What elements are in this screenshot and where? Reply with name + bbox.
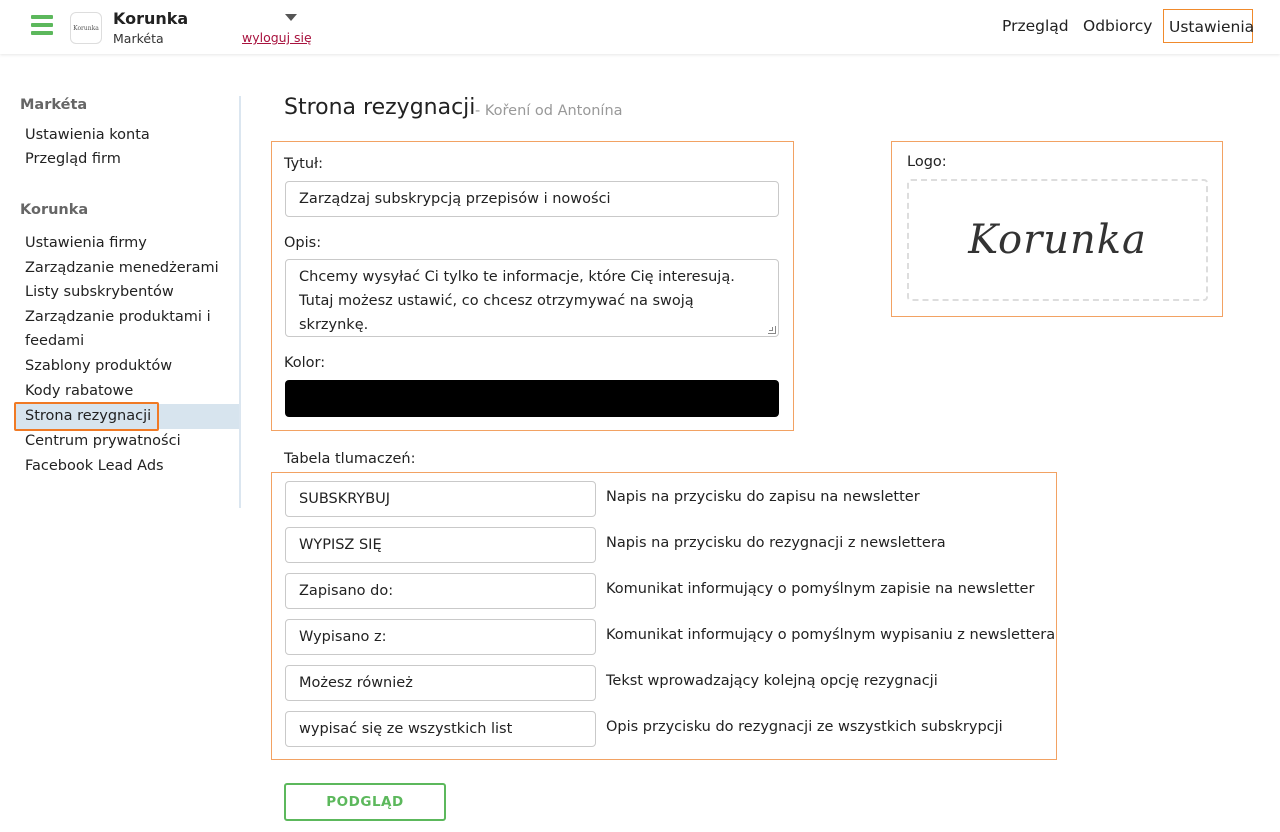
translation-input[interactable]: wypisać się ze wszystkich list bbox=[285, 711, 596, 747]
user-name: Markéta bbox=[113, 31, 164, 46]
page-subtitle: - Koření od Antonína bbox=[475, 103, 623, 119]
hamburger-menu-icon[interactable] bbox=[31, 15, 53, 35]
sidebar-item-facebook-lead-ads[interactable]: Facebook Lead Ads bbox=[25, 458, 164, 474]
logo-upload-area[interactable] bbox=[907, 179, 1208, 301]
logo-label: Logo: bbox=[907, 154, 947, 170]
sidebar-item-company-settings[interactable]: Ustawienia firmy bbox=[25, 235, 147, 251]
sidebar-divider bbox=[239, 96, 241, 508]
translations-label: Tabela tlumaczeń: bbox=[284, 451, 416, 467]
top-bar bbox=[0, 0, 1280, 54]
sidebar-item-products-feeds[interactable]: Zarządzanie produktami i feedami bbox=[25, 309, 211, 349]
title-field-label: Tytuł: bbox=[284, 156, 324, 172]
chevron-down-icon[interactable] bbox=[285, 14, 297, 21]
sidebar-item-account-settings[interactable]: Ustawienia konta bbox=[25, 127, 150, 143]
translation-input[interactable]: SUBSKRYBUJ bbox=[285, 481, 596, 517]
translation-input[interactable]: Zapisano do: bbox=[285, 573, 596, 609]
preview-button[interactable]: PODGLĄD bbox=[284, 783, 446, 821]
translation-description: Komunikat informujący o pomyślnym zapisie na newsletter bbox=[606, 581, 1035, 597]
nav-overview[interactable]: Przegląd bbox=[1002, 17, 1069, 35]
logout-link[interactable]: wyloguj się bbox=[242, 30, 312, 45]
sidebar-heading-company: Korunka bbox=[20, 202, 89, 218]
sidebar-heading-user: Markéta bbox=[20, 97, 88, 113]
sidebar-item-companies-overview[interactable]: Przegląd firm bbox=[25, 151, 121, 167]
title-field[interactable]: Zarządzaj subskrypcją przepisów i nowości bbox=[285, 181, 779, 217]
translation-input[interactable]: Możesz również bbox=[285, 665, 596, 701]
description-field[interactable] bbox=[285, 259, 779, 337]
translation-description: Komunikat informujący o pomyślnym wypisaniu z newslettera bbox=[606, 627, 1056, 643]
translation-description: Opis przycisku do rezygnacji ze wszystkich subskrypcji bbox=[606, 719, 1003, 735]
translation-input[interactable]: WYPISZ SIĘ bbox=[285, 527, 596, 563]
sidebar-item-discount-codes[interactable]: Kody rabatowe bbox=[25, 383, 134, 399]
company-logo bbox=[70, 12, 102, 44]
color-picker[interactable] bbox=[285, 380, 779, 417]
page-title: Strona rezygnacji bbox=[284, 95, 476, 120]
sidebar-item-managers[interactable]: Zarządzanie menedżerami bbox=[25, 260, 219, 276]
description-text: Chcemy wysyłać Ci tylko te informacje, które Cię interesują. Tutaj możesz ustawić, co chcesz otrzymywać na swoją skrzynkę. bbox=[299, 269, 735, 333]
translation-input[interactable]: Wypisano z: bbox=[285, 619, 596, 655]
translation-description: Napis na przycisku do zapisu na newsletter bbox=[606, 489, 920, 505]
nav-recipients[interactable]: Odbiorcy bbox=[1083, 17, 1153, 35]
color-field-label: Kolor: bbox=[284, 355, 326, 371]
company-logo-text: Korunka bbox=[73, 24, 99, 32]
sidebar-item-product-templates[interactable]: Szablony produktów bbox=[25, 358, 173, 374]
sidebar-item-subscriber-lists[interactable]: Listy subskrybentów bbox=[25, 284, 174, 300]
sidebar-item-unsubscribe-page[interactable]: Strona rezygnacji bbox=[25, 408, 152, 424]
resize-handle-icon[interactable] bbox=[768, 326, 776, 334]
logo-image: Korunka bbox=[968, 217, 1147, 263]
description-field-label: Opis: bbox=[284, 235, 322, 251]
sidebar-item-privacy-center[interactable]: Centrum prywatności bbox=[25, 433, 181, 449]
company-name: Korunka bbox=[113, 9, 189, 28]
translation-description: Tekst wprowadzający kolejną opcję rezygnacji bbox=[606, 673, 938, 689]
translation-description: Napis na przycisku do rezygnacji z newslettera bbox=[606, 535, 946, 551]
nav-settings[interactable]: Ustawienia bbox=[1163, 9, 1253, 43]
